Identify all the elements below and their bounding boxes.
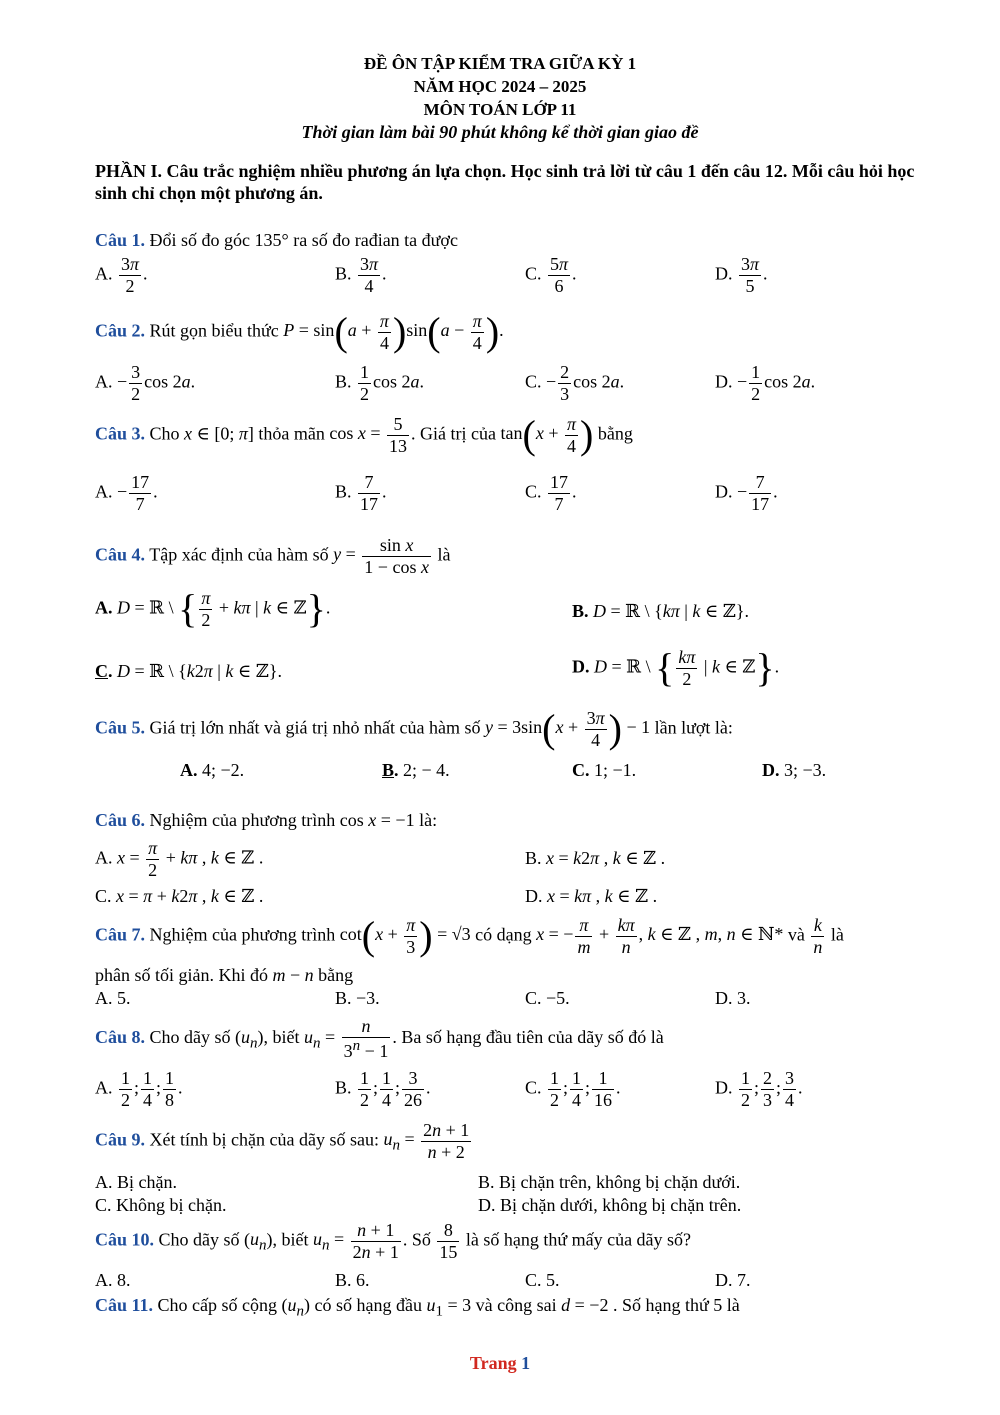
- school-year: NĂM HỌC 2024 – 2025: [413, 77, 587, 96]
- q10-option-a[interactable]: A. 8.: [95, 1270, 131, 1290]
- q4-la: là: [437, 544, 451, 565]
- q6-option-c[interactable]: C. x = π + k2π , k ∈ ℤ .: [95, 886, 264, 906]
- q8-option-a[interactable]: A. $\frac{1}{2}$ ; $\frac{1}{4}$ ; $\frac{1}{8}$ .: [95, 1068, 183, 1110]
- q5-label: Câu 5.: [95, 717, 146, 738]
- q5-option-d[interactable]: D. 3; −3.: [762, 760, 827, 780]
- q7-label: Câu 7.: [95, 924, 146, 945]
- page-number: 1: [521, 1353, 531, 1373]
- q9-label: Câu 9.: [95, 1129, 146, 1150]
- q1-option-b[interactable]: B. $\frac{3\pi}{4}$ .: [335, 254, 387, 296]
- q10-biet: , biết: [272, 1229, 309, 1250]
- q4-option-d[interactable]: D. D = ℝ \ { $\frac{k\pi}{2}$ | k ∈ ℤ}.: [572, 645, 780, 691]
- q7-expr: m − n: [272, 965, 314, 985]
- q2-option-b[interactable]: B. $\frac{1}{2}$ cos 2a.: [335, 362, 425, 404]
- question-5: [95, 708, 733, 750]
- time-note: Thời gian làm bài 90 phút không kể thời gian giao đề: [301, 122, 699, 142]
- q5-text: Giá trị lớn nhất và giá trị nhỏ nhất của hàm số: [149, 717, 481, 738]
- q9-option-d[interactable]: D. Bị chặn dưới, không bị chặn trên.: [478, 1195, 742, 1215]
- q9-option-c[interactable]: C. Không bị chặn.: [95, 1195, 227, 1215]
- q6-option-a[interactable]: A. x = $\frac{\pi}{2}$ + kπ , k ∈ ℤ .: [95, 838, 264, 880]
- q5-option-c[interactable]: C. 1; −1.: [572, 760, 637, 780]
- q8-option-b[interactable]: B. $\frac{1}{2}$ ; $\frac{1}{4}$ ; $\frac{3}{26}$ .: [335, 1068, 431, 1110]
- q6-option-b[interactable]: B. x = k2π , k ∈ ℤ .: [525, 848, 666, 868]
- q5-tail: lần lượt là:: [654, 717, 733, 738]
- exam-title: ĐỀ ÔN TẬP KIỂM TRA GIỮA KỲ 1: [363, 54, 637, 73]
- q7-b-value: −3: [356, 988, 376, 1008]
- q3-tan: tan(x + $\frac{\pi}{4}$ ): [500, 412, 594, 458]
- q3-domain: x ∈ [0; π]: [184, 423, 254, 444]
- q3-option-c[interactable]: C. $\frac{17}{7}$ .: [525, 472, 577, 514]
- q8-formula: $u_n$ = $\frac{n}{3^n - 1}$: [304, 1016, 389, 1061]
- q2-text: Rút gọn biểu thức: [149, 320, 279, 341]
- q10-label: Câu 10.: [95, 1229, 155, 1250]
- q11-tail: . Số hạng thứ 5 là: [612, 1295, 740, 1315]
- question-7: [95, 915, 844, 957]
- q10-text: Cho dãy số: [158, 1229, 240, 1250]
- q3-label: Câu 3.: [95, 423, 146, 444]
- q4-option-b[interactable]: B. D = ℝ \ {kπ | k ∈ ℤ}.: [572, 601, 750, 621]
- q9-formula: $u_n$ = $\frac{2n + 1}{n + 2}$: [383, 1120, 470, 1162]
- q3-bang: bằng: [597, 423, 633, 444]
- q1-option-d[interactable]: D. $\frac{3\pi}{5}$ .: [715, 254, 768, 296]
- page-word: Trang: [469, 1353, 517, 1373]
- q1-option-c[interactable]: C. $\frac{5\pi}{6}$ .: [525, 254, 577, 296]
- q7-a-value: 5: [117, 988, 126, 1008]
- q7-c-value: −5: [546, 988, 566, 1008]
- q7-d-value: 3: [737, 988, 746, 1008]
- q9-option-a[interactable]: A. Bị chặn.: [95, 1172, 177, 1192]
- q7-option-b[interactable]: B. −3.: [335, 988, 380, 1008]
- q11-mid: có số hạng đầu: [314, 1295, 422, 1315]
- q11-seq: $(u_n)$: [281, 1295, 311, 1320]
- q10-formula: $u_n$ = $\frac{n + 1}{2n + 1}$: [313, 1220, 399, 1262]
- q7-la: là: [830, 924, 844, 945]
- q9-text: Xét tính bị chặn của dãy số sau:: [149, 1129, 379, 1150]
- q7-equation: cot(x + $\frac{\pi}{3}$ ) = √3: [339, 913, 471, 959]
- question-8: [95, 1016, 664, 1061]
- q8-label: Câu 8.: [95, 1026, 146, 1047]
- q11-d: d = −2: [561, 1295, 609, 1315]
- q10-tail: là số hạng thứ mấy của dãy số?: [465, 1229, 692, 1250]
- q6-tail: là:: [419, 810, 438, 830]
- q1-text: Đổi số đo góc: [149, 230, 251, 250]
- q11-label: Câu 11.: [95, 1295, 154, 1315]
- q10-option-d[interactable]: D. 7.: [715, 1270, 751, 1290]
- q7-dang: có dạng: [475, 924, 532, 945]
- q1-angle: 135°: [254, 230, 289, 250]
- q10-seq: $(u_n)$: [244, 1229, 273, 1254]
- q2-option-a[interactable]: A. − $\frac{3}{2}$ cos 2a.: [95, 362, 196, 404]
- q4-text: Tập xác định của hàm số: [149, 544, 329, 565]
- q8-text: Cho dãy số: [149, 1026, 231, 1047]
- question-6: [95, 810, 437, 831]
- q5-d-value: 3; −3: [784, 760, 822, 780]
- question-2: [95, 311, 504, 353]
- q4-option-a[interactable]: A. D = ℝ \ { $\frac{\pi}{2}$ + kπ | k ∈ ℤ}.: [95, 586, 331, 632]
- q4-option-c[interactable]: C. D = ℝ \ {k2π | k ∈ ℤ}.: [95, 661, 283, 681]
- q7-fraction: $\frac{k}{n}$: [813, 915, 823, 957]
- q5-option-b[interactable]: B. 2; − 4.: [382, 760, 450, 780]
- q9-option-b[interactable]: B. Bị chặn trên, không bị chặn dưới.: [478, 1172, 741, 1192]
- q7-option-d[interactable]: D. 3.: [715, 988, 751, 1008]
- question-1: [95, 230, 458, 251]
- part1-heading: PHẦN I. Câu trắc nghiệm nhiều phương án lựa chọn. Học sinh trả lời từ câu 1 đến câu 12. Mỗi câu hỏi học sinh chỉ chọn một phương án.: [95, 161, 915, 203]
- q3-option-a[interactable]: A. − $\frac{17}{7}$ .: [95, 472, 158, 514]
- q7-bang: bằng: [318, 965, 354, 985]
- q6-formula: cos x = −1: [339, 810, 415, 830]
- q10-option-c[interactable]: C. 5.: [525, 1270, 560, 1290]
- q8-seq: $(u_n)$: [235, 1026, 264, 1052]
- q3-cho: Cho: [149, 423, 180, 444]
- q2-formula: P = sin(a + $\frac{\pi}{4}$ )sin(a − $\frac{\pi}{4}$ ).: [283, 309, 504, 355]
- q3-thoa: thỏa mãn: [258, 423, 325, 444]
- question-10: [95, 1220, 691, 1262]
- q5-a-value: 4; −2: [202, 760, 240, 780]
- q11-u1: $u_1 = 3$: [426, 1295, 472, 1320]
- q5-formula: y = 3sin(x + $\frac{3\pi}{4}$ ) − 1: [484, 706, 651, 752]
- question-11: [95, 1295, 740, 1321]
- q8-option-d[interactable]: D. $\frac{1}{2}$ ; $\frac{2}{3}$ ; $\frac{3}{4}$ .: [715, 1068, 803, 1110]
- q7-line2-text: phân số tối giản. Khi đó: [95, 965, 268, 985]
- q7-option-c[interactable]: C. −5.: [525, 988, 570, 1008]
- q7-text: Nghiệm của phương trình: [149, 924, 336, 945]
- q7-line2: [95, 965, 353, 986]
- q10-number: $\frac{8}{15}$: [439, 1220, 458, 1262]
- q6-label: Câu 6.: [95, 810, 146, 830]
- q8-biet: , biết: [263, 1026, 300, 1047]
- subject: MÔN TOÁN LỚP 11: [423, 100, 577, 119]
- q7-form: x = − $\frac{\pi}{m}$ + $\frac{k\pi}{n}$ , k ∈ ℤ , m, n ∈ ℕ*: [536, 915, 784, 957]
- q3-cos: cos x = $\frac{5}{13}$: [329, 414, 408, 456]
- question-9: [95, 1120, 473, 1162]
- q2-option-d[interactable]: D. − $\frac{1}{2}$ cos 2a.: [715, 362, 816, 404]
- page-footer: [0, 1353, 1000, 1374]
- q3-option-d[interactable]: D. − $\frac{7}{17}$ .: [715, 472, 778, 514]
- q3-option-b[interactable]: B. $\frac{7}{17}$ .: [335, 472, 387, 514]
- q8-tail: . Ba số hạng đầu tiên của dãy số đó là: [392, 1026, 664, 1047]
- q5-option-a[interactable]: A. 4; −2.: [180, 760, 245, 780]
- q2-option-c[interactable]: C. − $\frac{2}{3}$ cos 2a.: [525, 362, 625, 404]
- q4-label: Câu 4.: [95, 544, 146, 565]
- q11-text: Cho cấp số cộng: [157, 1295, 278, 1315]
- q1-tail: ra số đo rađian ta được: [293, 230, 458, 250]
- q4-formula: y = $\frac{\text{sin x}}{\text{1 − cos x}}$: [333, 535, 429, 577]
- q10-option-b[interactable]: B. 6.: [335, 1270, 370, 1290]
- q1-option-a[interactable]: A. $\frac{3\pi}{2}$ .: [95, 254, 148, 296]
- q3-gia: . Giá trị của: [411, 423, 496, 444]
- q2-label: Câu 2.: [95, 320, 146, 341]
- q8-option-c[interactable]: C. $\frac{1}{2}$ ; $\frac{1}{4}$ ; $\frac{1}{16}$ .: [525, 1068, 621, 1110]
- q6-text: Nghiệm của phương trình: [149, 810, 336, 830]
- q5-b-value: 2; − 4: [403, 760, 446, 780]
- q6-option-d[interactable]: D. x = kπ , k ∈ ℤ .: [525, 886, 658, 906]
- q7-va: và: [787, 924, 805, 945]
- q11-va: và công sai: [475, 1295, 557, 1315]
- q1-label: Câu 1.: [95, 230, 146, 250]
- q5-c-value: 1; −1: [594, 760, 632, 780]
- q10-so: . Số: [402, 1229, 431, 1250]
- question-4: [95, 535, 450, 577]
- question-3: [95, 414, 633, 456]
- q7-option-a[interactable]: A. 5.: [95, 988, 131, 1008]
